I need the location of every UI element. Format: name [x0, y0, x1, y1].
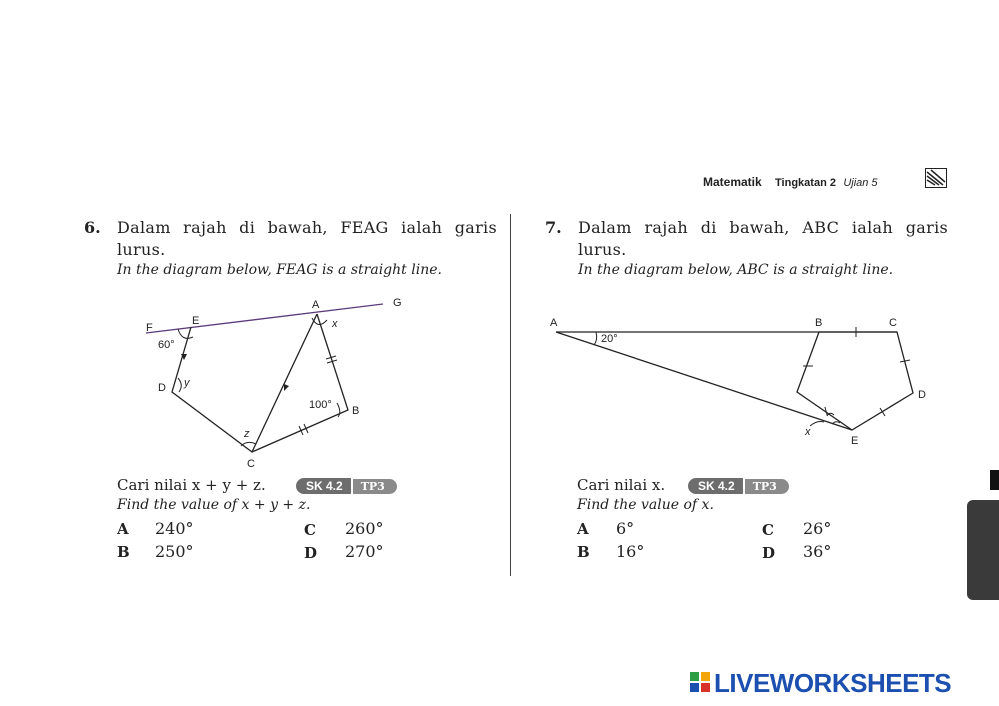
q6-label-x: x: [332, 318, 338, 330]
q6-number: 6.: [84, 218, 101, 237]
q6-option-a-letter: A: [117, 520, 129, 538]
q7-number: 7.: [545, 218, 562, 237]
liveworksheets-brand[interactable]: LIVEWORKSHEETS: [714, 668, 952, 698]
header-subject: Matematik: [703, 175, 762, 189]
q7-text-bm-line1: Dalam rajah di bawah, ABC ialah garis: [578, 218, 948, 237]
q6-label-a: A: [312, 299, 320, 311]
q6-badge: [296, 478, 397, 494]
q7-option-d-letter: D: [762, 544, 776, 562]
q6-text-bm-line1: Dalam rajah di bawah, FEAG ialah garis: [117, 218, 497, 237]
q6-option-c-value[interactable]: 260°: [345, 519, 384, 538]
q7-find-bm: Cari nilai x.: [577, 476, 666, 494]
q7-text-bm-line2: lurus.: [578, 240, 627, 259]
q6-option-c-letter: C: [304, 521, 316, 539]
q6-label-e: E: [192, 315, 200, 327]
q6-label-b: B: [352, 405, 360, 417]
q6-label-z: z: [244, 428, 250, 440]
q7-label-20: 20°: [601, 333, 618, 345]
q7-badge-sk: SK 4.2: [688, 478, 743, 494]
q6-badge-sk: SK 4.2: [296, 478, 351, 494]
q7-badge-tp: TP3: [745, 479, 789, 494]
q6-label-100: 100°: [309, 399, 332, 411]
q7-option-c-letter: C: [762, 521, 774, 539]
q7-text-en: In the diagram below, ABC is a straight line.: [578, 262, 894, 278]
q7-label-a: A: [550, 317, 558, 329]
header-test: Ujian 5: [843, 177, 878, 189]
q7-option-a-value[interactable]: 6°: [616, 519, 635, 538]
q6-option-a-value[interactable]: 240°: [155, 519, 194, 538]
column-divider: [510, 214, 511, 576]
q6-label-c: C: [247, 458, 255, 470]
q7-option-a-letter: A: [577, 520, 589, 538]
q6-label-d: D: [158, 382, 166, 394]
q7-label-b: B: [815, 317, 823, 329]
header-form: Tingkatan 2: [775, 177, 836, 189]
q7-label-d: D: [918, 389, 926, 401]
liveworksheets-logo-icon: [690, 672, 710, 692]
q6-label-60: 60°: [158, 339, 175, 351]
publisher-logo-icon: [925, 168, 947, 188]
q7-label-x: x: [805, 426, 811, 438]
q7-badge: [688, 478, 789, 494]
q6-label-g: G: [393, 297, 402, 309]
q7-diagram: [545, 310, 935, 450]
q6-text-en: In the diagram below, FEAG is a straight line.: [117, 262, 442, 278]
q6-option-d-value[interactable]: 270°: [345, 542, 384, 561]
q6-option-b-value[interactable]: 250°: [155, 542, 194, 561]
q6-option-d-letter: D: [304, 544, 318, 562]
q7-find-en: Find the value of x.: [577, 497, 714, 513]
edge-artifact-top: [990, 470, 999, 490]
page-header: [703, 175, 878, 189]
q6-label-f: F: [146, 322, 153, 334]
q6-find-en: Find the value of x + y + z.: [117, 497, 311, 513]
q7-label-c: C: [889, 317, 897, 329]
edge-artifact-tab: [967, 500, 999, 600]
q6-option-b-letter: B: [117, 543, 130, 561]
q6-label-y: y: [184, 377, 190, 389]
q6-diagram: [140, 290, 420, 475]
q7-option-b-letter: B: [577, 543, 590, 561]
q7-option-d-value[interactable]: 36°: [803, 542, 832, 561]
q7-option-b-value[interactable]: 16°: [616, 542, 645, 561]
q6-text-bm-line2: lurus.: [117, 240, 166, 259]
q6-badge-tp: TP3: [353, 479, 397, 494]
q7-option-c-value[interactable]: 26°: [803, 519, 832, 538]
q7-label-e: E: [851, 435, 859, 447]
q6-find-bm: Cari nilai x + y + z.: [117, 476, 266, 494]
